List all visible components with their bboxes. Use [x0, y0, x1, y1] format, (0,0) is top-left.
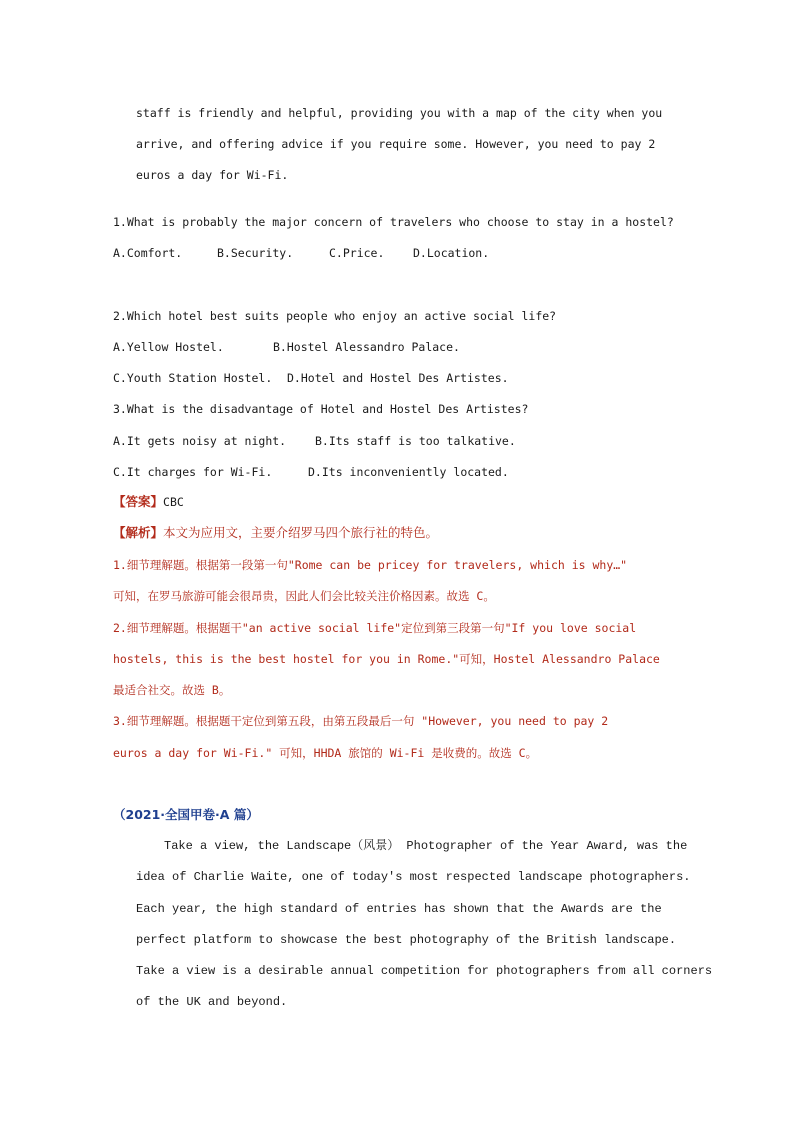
analysis-line: hostels, this is the best hostel for you in Rome."可知，Hostel Alessandro Palace: [113, 652, 660, 666]
question-3-options-row-2: [113, 464, 509, 480]
option-a: A.It gets noisy at night.: [113, 434, 287, 448]
analysis-line: 2.细节理解题。根据题干"an active social life"定位到第三段第一句"If you love social: [113, 621, 637, 635]
option-a: A.Comfort.: [113, 246, 183, 260]
analysis-intro: 本文为应用文，主要介绍罗马四个旅行社的特色。: [163, 525, 439, 540]
answer-line: [113, 494, 184, 510]
analysis-line: 最适合社交。故选 B。: [113, 683, 231, 697]
question-1-options: [113, 245, 489, 261]
question-2-options-row-2: [113, 370, 509, 386]
option-d: D.Its inconveniently located.: [308, 465, 509, 479]
passage-line: euros a day for Wi-Fi.: [136, 168, 289, 182]
option-b: B.Hostel Alessandro Palace.: [273, 340, 460, 354]
analysis-line: 1.细节理解题。根据第一段第一句"Rome can be pricey for travelers, which is why…": [113, 558, 628, 572]
analysis-line: euros a day for Wi-Fi." 可知，HHDA 旅馆的 Wi-Fi 是收费的。故选 C。: [113, 746, 538, 760]
question-3-stem: 3.What is the disadvantage of Hotel and Hostel Des Artistes?: [113, 402, 529, 416]
question-1-stem: 1.What is probably the major concern of travelers who choose to stay in a hostel?: [113, 215, 674, 229]
passage-line: arrive, and offering advice if you require some. However, you need to pay 2: [136, 137, 656, 151]
question-3-options-row-1: [113, 433, 516, 449]
answer-value: CBC: [163, 495, 184, 509]
option-c: C.It charges for Wi-Fi.: [113, 465, 273, 479]
option-c: C.Price.: [329, 246, 385, 260]
analysis-line: 3.细节理解题。根据题干定位到第五段，由第五段最后一句 "However, you need to pay 2: [113, 714, 609, 728]
analysis-intro-line: [113, 525, 438, 541]
passage-line: idea of Charlie Waite, one of today's most respected landscape photographers.: [136, 870, 691, 884]
analysis-label: 【解析】: [113, 525, 164, 540]
section-heading: （2021·全国甲卷·A 篇）: [113, 807, 259, 822]
passage-line: Each year, the high standard of entries has shown that the Awards are the: [136, 902, 662, 916]
passage-line: perfect platform to showcase the best photography of the British landscape.: [136, 933, 677, 947]
option-b: B.Its staff is too talkative.: [315, 434, 516, 448]
option-c: C.Youth Station Hostel.: [113, 371, 273, 385]
answer-label: 【答案】: [113, 494, 164, 509]
option-b: B.Security.: [217, 246, 294, 260]
question-2-stem: 2.Which hotel best suits people who enjoy an active social life?: [113, 309, 557, 323]
question-2-options-row-1: [113, 339, 460, 355]
passage-line: Take a view is a desirable annual competition for photographers from all corners: [136, 964, 713, 978]
passage-line: staff is friendly and helpful, providing you with a map of the city when you: [136, 106, 663, 120]
option-a: A.Yellow Hostel.: [113, 340, 224, 354]
passage-line: Take a view, the Landscape（风景） Photographer of the Year Award, was the: [164, 839, 688, 853]
option-d: D.Hotel and Hostel Des Artistes.: [287, 371, 509, 385]
analysis-line: 可知，在罗马旅游可能会很昂贵，因此人们会比较关注价格因素。故选 C。: [113, 589, 495, 603]
passage-line: of the UK and beyond.: [136, 995, 288, 1009]
option-d: D.Location.: [413, 246, 490, 260]
